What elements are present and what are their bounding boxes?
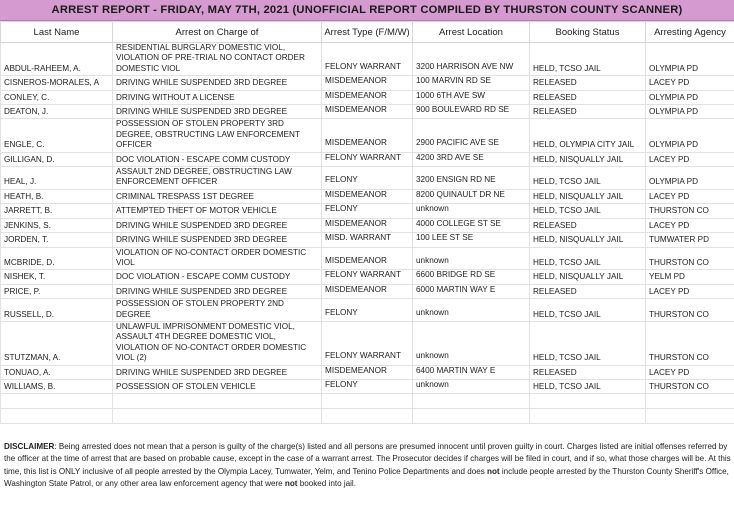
cell-booking-status: HELD, TCSO JAIL (530, 167, 646, 190)
cell-charge: DRIVING WHILE SUSPENDED 3RD DEGREE (113, 105, 322, 119)
cell-last-name: MCBRIDE, D. (1, 247, 113, 270)
cell-arrest-location: 100 MARVIN RD SE (413, 76, 530, 90)
header-charge: Arrest on Charge of (113, 22, 322, 43)
cell-last-name: TONUAO, A. (1, 365, 113, 379)
cell-last-name: JARRETT, B. (1, 204, 113, 218)
disclaimer-emphasis-2: not (284, 479, 298, 489)
cell-last-name: STUTZMAN, A. (1, 321, 113, 365)
cell-booking-status: RELEASED (530, 90, 646, 104)
table-row (1, 284, 734, 298)
disclaimer-label: DISCLAIMER (4, 442, 55, 451)
cell-charge: DRIVING WHILE SUSPENDED 3RD DEGREE (113, 365, 322, 379)
cell-arresting-agency: TUMWATER PD (646, 233, 734, 247)
cell-arrest-type: FELONY WARRANT (322, 270, 413, 284)
cell-charge: RESIDENTIAL BURGLARY DOMESTIC VIOL, VIOLATION OF PRE-TRIAL NO CONTACT ORDER DOMESTIC VIOL (113, 43, 322, 76)
cell-last-name: ENGLE, C. (1, 119, 113, 152)
cell-arresting-agency: THURSTON CO (646, 321, 734, 365)
cell-arresting-agency: LACEY PD (646, 365, 734, 379)
cell-arrest-type: MISDEMEANOR (322, 284, 413, 298)
cell-arrest-location: 100 LEE ST SE (413, 233, 530, 247)
table-row (1, 299, 734, 322)
disclaimer-text-1: : Being arrested does not mean that a person is guilty of the charge(s) listed and all persons are presumed innocent until proven guilty in court. Charges listed are initial offenses referred by the officer at the time of arrest that are based on probable cause, except in the case of a warrant arrest. The Prosecutor decides if charges will be filed in court, and if so, what those charges will be. At this time, this list is ONLY inclusive of all people arrested by the Olympia Lacey, Tumwater, Yelm, and Tenino Police Departments and does (4, 442, 731, 476)
cell-arrest-type: FELONY WARRANT (322, 43, 413, 76)
table-row (1, 76, 734, 90)
cell-charge: POSSESSION OF STOLEN PROPERTY 3RD DEGREE, OBSTRUCTING LAW ENFORCEMENT OFFICER (113, 119, 322, 152)
cell-last-name: CISNEROS-MORALES, A (1, 76, 113, 90)
empty-cell (1, 409, 113, 424)
cell-arrest-type: MISDEMEANOR (322, 76, 413, 90)
cell-last-name: WILLIAMS, B. (1, 379, 113, 393)
cell-arrest-location: 3200 ENSIGN RD NE (413, 167, 530, 190)
cell-booking-status: HELD, OLYMPIA CITY JAIL (530, 119, 646, 152)
cell-arrest-type: FELONY WARRANT (322, 152, 413, 166)
cell-booking-status: RELEASED (530, 365, 646, 379)
cell-booking-status: RELEASED (530, 76, 646, 90)
disclaimer-text-3: booked into jail. (297, 479, 356, 489)
cell-charge: POSSESSION OF STOLEN PROPERTY 2ND DEGREE (113, 299, 322, 322)
table-row (1, 270, 734, 284)
cell-last-name: PRICE, P. (1, 284, 113, 298)
cell-last-name: HEATH, B. (1, 189, 113, 203)
header-booking-status: Booking Status (530, 22, 646, 43)
cell-last-name: HEAL, J. (1, 167, 113, 190)
header-arrest-type: Arrest Type (F/M/W) (322, 22, 413, 43)
table-row (1, 233, 734, 247)
table-row (1, 321, 734, 365)
cell-arresting-agency: OLYMPIA PD (646, 90, 734, 104)
cell-booking-status: HELD, TCSO JAIL (530, 43, 646, 76)
empty-cell (322, 409, 413, 424)
empty-cell (646, 409, 734, 424)
table-row (1, 204, 734, 218)
cell-arrest-type: FELONY (322, 379, 413, 393)
cell-arrest-location: 6400 MARTIN WAY E (413, 365, 530, 379)
table-row (1, 365, 734, 379)
cell-arrest-location: unknown (413, 299, 530, 322)
cell-arrest-location: unknown (413, 204, 530, 218)
empty-cell (322, 394, 413, 409)
cell-charge: VIOLATION OF NO-CONTACT ORDER DOMESTIC VIOL (113, 247, 322, 270)
cell-booking-status: HELD, NISQUALLY JAIL (530, 152, 646, 166)
table-row (1, 119, 734, 152)
cell-arresting-agency: OLYMPIA PD (646, 105, 734, 119)
cell-arrest-type: MISDEMEANOR (322, 119, 413, 152)
cell-arresting-agency: THURSTON CO (646, 247, 734, 270)
cell-charge: DRIVING WHILE SUSPENDED 3RD DEGREE (113, 284, 322, 298)
cell-arrest-type: FELONY (322, 167, 413, 190)
cell-arrest-location: 3200 HARRISON AVE NW (413, 43, 530, 76)
table-row (1, 189, 734, 203)
cell-arrest-type: MISDEMEANOR (322, 365, 413, 379)
cell-arrest-location: 8200 QUINAULT DR NE (413, 189, 530, 203)
cell-booking-status: HELD, NISQUALLY JAIL (530, 270, 646, 284)
cell-booking-status: HELD, NISQUALLY JAIL (530, 233, 646, 247)
cell-charge: DOC VIOLATION - ESCAPE COMM CUSTODY (113, 152, 322, 166)
cell-arrest-location: 6600 BRIDGE RD SE (413, 270, 530, 284)
cell-charge: ASSAULT 2ND DEGREE, OBSTRUCTING LAW ENFORCEMENT OFFICER (113, 167, 322, 190)
cell-arrest-type: MISDEMEANOR (322, 247, 413, 270)
table-header-row (1, 22, 734, 43)
cell-charge: DRIVING WITHOUT A LICENSE (113, 90, 322, 104)
cell-last-name: ABDUL-RAHEEM, A. (1, 43, 113, 76)
cell-arresting-agency: LACEY PD (646, 152, 734, 166)
cell-arresting-agency: LACEY PD (646, 189, 734, 203)
cell-arrest-type: FELONY (322, 204, 413, 218)
cell-charge: DRIVING WHILE SUSPENDED 3RD DEGREE (113, 218, 322, 232)
empty-row (1, 409, 734, 424)
cell-arrest-location: 6000 MARTIN WAY E (413, 284, 530, 298)
empty-cell (1, 394, 113, 409)
cell-arrest-type: MISDEMEANOR (322, 218, 413, 232)
report-title: ARREST REPORT - FRIDAY, MAY 7TH, 2021 (UNOFFICIAL REPORT COMPILED BY THURSTON COUNTY SCANNER) (0, 0, 734, 21)
cell-arresting-agency: THURSTON CO (646, 204, 734, 218)
empty-cell (530, 409, 646, 424)
table-row (1, 218, 734, 232)
cell-last-name: NISHEK, T. (1, 270, 113, 284)
cell-arrest-location: 2900 PACIFIC AVE SE (413, 119, 530, 152)
table-row (1, 247, 734, 270)
cell-arrest-type: MISDEMEANOR (322, 189, 413, 203)
cell-booking-status: RELEASED (530, 284, 646, 298)
cell-arresting-agency: LACEY PD (646, 284, 734, 298)
cell-arrest-type: FELONY (322, 299, 413, 322)
cell-charge: DRIVING WHILE SUSPENDED 3RD DEGREE (113, 76, 322, 90)
cell-last-name: GILLIGAN, D. (1, 152, 113, 166)
cell-booking-status: HELD, TCSO JAIL (530, 379, 646, 393)
cell-arrest-type: MISDEMEANOR (322, 105, 413, 119)
cell-charge: CRIMINAL TRESPASS 1ST DEGREE (113, 189, 322, 203)
cell-arrest-type: MISD. WARRANT (322, 233, 413, 247)
empty-cell (113, 409, 322, 424)
table-row (1, 105, 734, 119)
disclaimer-emphasis-1: not (487, 466, 500, 476)
cell-charge: ATTEMPTED THEFT OF MOTOR VEHICLE (113, 204, 322, 218)
table-row (1, 379, 734, 393)
cell-last-name: CONLEY, C. (1, 90, 113, 104)
cell-arrest-location: unknown (413, 321, 530, 365)
cell-arresting-agency: OLYMPIA PD (646, 119, 734, 152)
table-row (1, 152, 734, 166)
cell-last-name: JORDEN, T. (1, 233, 113, 247)
empty-cell (413, 409, 530, 424)
cell-arrest-location: unknown (413, 379, 530, 393)
empty-cell (530, 394, 646, 409)
header-arresting-agency: Arresting Agency (646, 22, 734, 43)
empty-cell (646, 394, 734, 409)
cell-last-name: JENKINS, S. (1, 218, 113, 232)
cell-arresting-agency: THURSTON CO (646, 379, 734, 393)
cell-booking-status: HELD, TCSO JAIL (530, 299, 646, 322)
arrest-table (0, 21, 734, 424)
header-last-name: Last Name (1, 22, 113, 43)
cell-charge: POSSESSION OF STOLEN VEHICLE (113, 379, 322, 393)
cell-arresting-agency: THURSTON CO (646, 299, 734, 322)
cell-last-name: DEATON, J. (1, 105, 113, 119)
cell-arrest-location: unknown (413, 247, 530, 270)
cell-arresting-agency: OLYMPIA PD (646, 43, 734, 76)
cell-arrest-location: 4200 3RD AVE SE (413, 152, 530, 166)
cell-booking-status: HELD, TCSO JAIL (530, 204, 646, 218)
table-row (1, 90, 734, 104)
cell-booking-status: HELD, TCSO JAIL (530, 321, 646, 365)
cell-booking-status: RELEASED (530, 105, 646, 119)
empty-cell (113, 394, 322, 409)
header-arrest-location: Arrest Location (413, 22, 530, 43)
table-row (1, 43, 734, 76)
empty-cell (413, 394, 530, 409)
cell-charge: DRIVING WHILE SUSPENDED 3RD DEGREE (113, 233, 322, 247)
cell-booking-status: HELD, NISQUALLY JAIL (530, 189, 646, 203)
cell-charge: DOC VIOLATION - ESCAPE COMM CUSTODY (113, 270, 322, 284)
cell-booking-status: RELEASED (530, 218, 646, 232)
table-row (1, 167, 734, 190)
cell-arrest-location: 1000 6TH AVE SW (413, 90, 530, 104)
cell-arresting-agency: LACEY PD (646, 76, 734, 90)
cell-arresting-agency: OLYMPIA PD (646, 167, 734, 190)
empty-row (1, 394, 734, 409)
cell-arrest-location: 4000 COLLEGE ST SE (413, 218, 530, 232)
disclaimer (4, 441, 732, 491)
cell-arresting-agency: LACEY PD (646, 218, 734, 232)
disclaimer-text-2: include people arrested by the Thurston County Sheriff's Office, Washington State Patrol, or any other area law enforcement agency that were (4, 466, 729, 489)
cell-last-name: RUSSELL, D. (1, 299, 113, 322)
cell-arrest-location: 900 BOULEVARD RD SE (413, 105, 530, 119)
cell-charge: UNLAWFUL IMPRISONMENT DOMESTIC VIOL, ASSAULT 4TH DEGREE DOMESTIC VIOL, VIOLATION OF NO-CONTACT ORDER DOMESTIC VIOL (2) (113, 321, 322, 365)
cell-arresting-agency: YELM PD (646, 270, 734, 284)
cell-arrest-type: MISDEMEANOR (322, 90, 413, 104)
cell-arrest-type: FELONY WARRANT (322, 321, 413, 365)
cell-booking-status: HELD, TCSO JAIL (530, 247, 646, 270)
